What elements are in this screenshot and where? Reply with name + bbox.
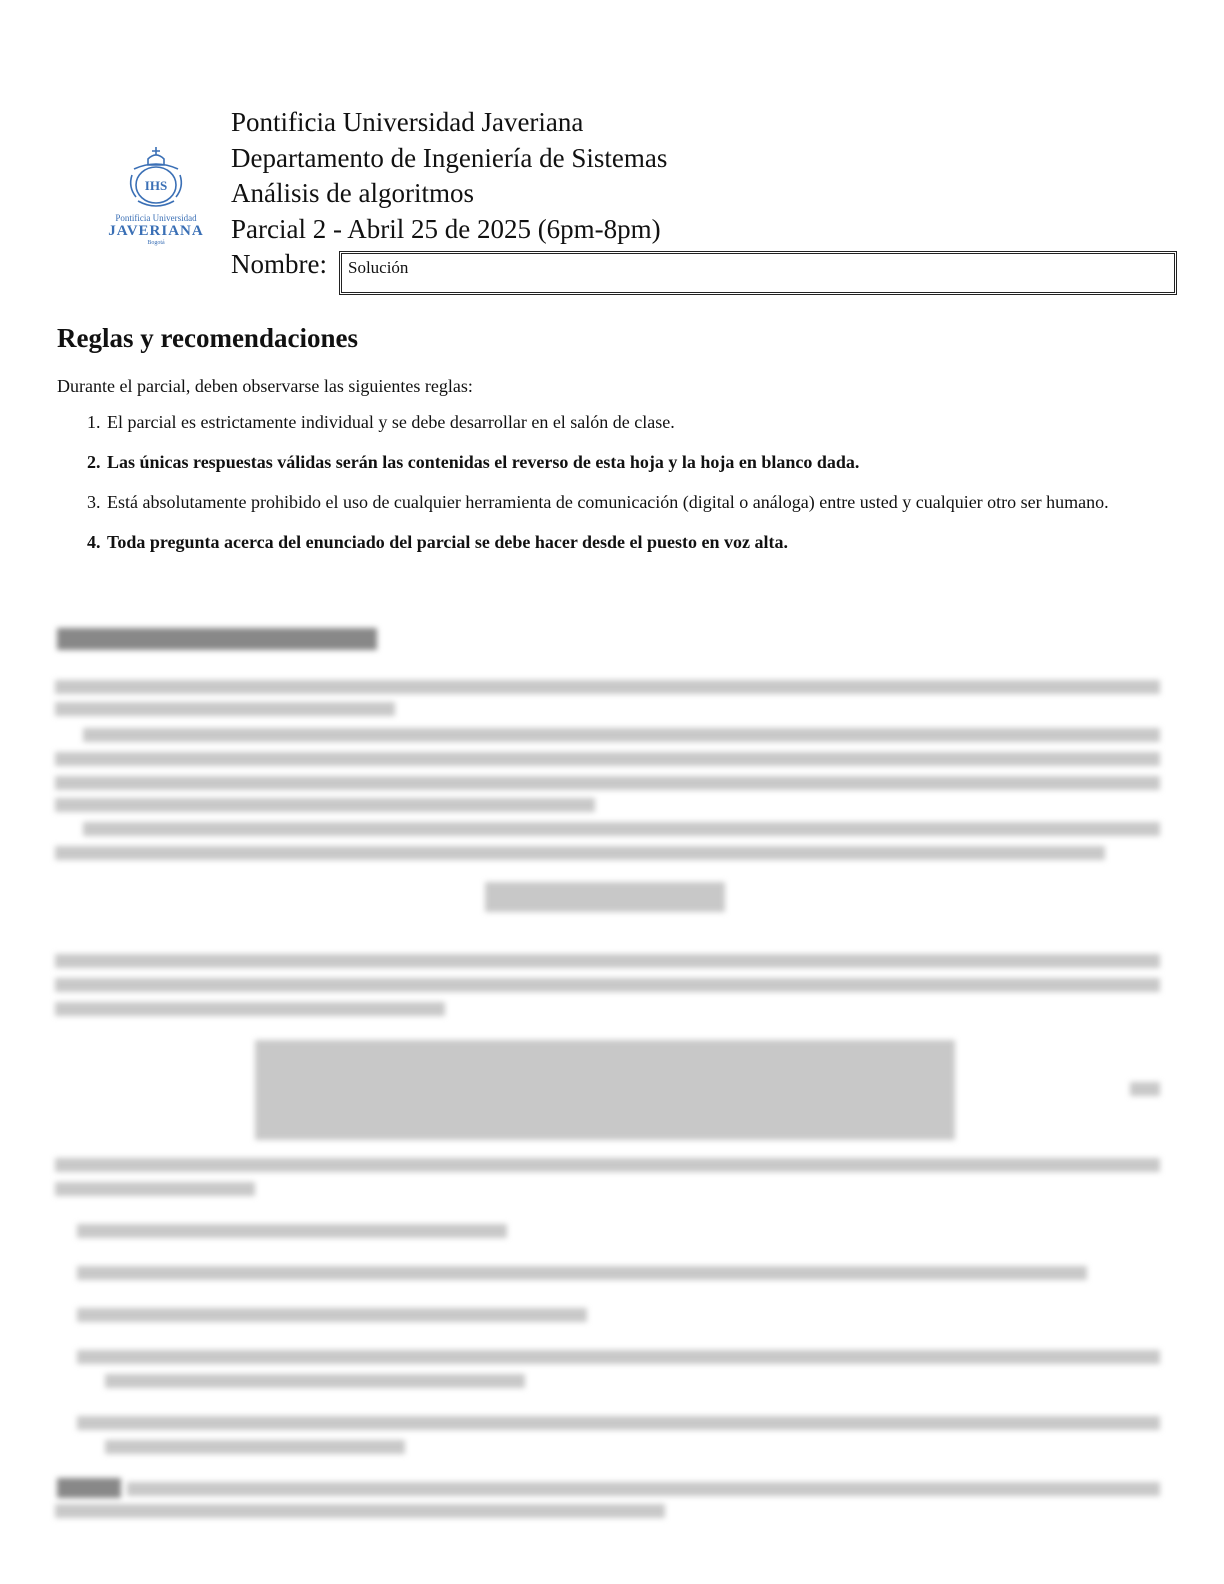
obscured-list-item: [105, 1440, 405, 1454]
logo-text-line-2: JAVERIANA: [108, 223, 204, 239]
obscured-line: [127, 1482, 1160, 1496]
obscured-equation: [255, 1040, 955, 1140]
obscured-line: [55, 776, 1160, 790]
rules-intro: Durante el parcial, deben observarse las siguientes reglas:: [57, 376, 473, 396]
rules-list: [57, 410, 1210, 570]
obscured-line: [55, 978, 1160, 992]
obscured-heading: [57, 628, 377, 650]
obscured-line: [55, 1158, 1160, 1172]
rule-item: 1. El parcial es estrictamente individual y se debe desarrollar en el salón de clase.: [105, 410, 1210, 434]
rules-heading: Reglas y recomendaciones: [57, 323, 358, 353]
obscured-content-region: [55, 620, 1160, 1520]
obscured-list-item: [77, 1266, 1087, 1280]
obscured-line: [83, 822, 1160, 836]
coat-of-arms-icon: [126, 145, 186, 211]
obscured-list-item: [77, 1416, 1160, 1430]
obscured-line: [55, 846, 1105, 860]
obscured-list-item: [77, 1350, 1160, 1364]
obscured-list-item: [77, 1308, 587, 1322]
obscured-line: [55, 954, 1160, 968]
obscured-list-item: [77, 1224, 507, 1238]
obscured-line: [55, 1504, 665, 1518]
logo-text-line-1: Pontificia Universidad: [115, 213, 197, 223]
obscured-line: [55, 702, 395, 716]
obscured-line: [55, 752, 1160, 766]
obscured-line: [55, 1182, 255, 1196]
university-name: Pontificia Universidad Javeriana: [231, 107, 584, 137]
obscured-line: [55, 798, 595, 812]
course-name: Análisis de algoritmos: [231, 178, 474, 208]
logo-monogram: IHS: [144, 178, 168, 193]
name-field[interactable]: Solución: [339, 251, 1177, 295]
logo-text-line-3: Bogotá: [147, 240, 165, 246]
obscured-note-label: [57, 1478, 121, 1498]
obscured-equation: [485, 882, 725, 912]
rule-item: 3. Está absolutamente prohibido el uso de cualquier herramienta de comunicación (digital o análoga) entre usted y cualquier otro ser humano.: [105, 490, 1210, 514]
department-name: Departamento de Ingeniería de Sistemas: [231, 142, 668, 173]
rule-item: 2. Las únicas respuestas válidas serán las contenidas el reverso de esta hoja y la hoja en blanco dada.: [105, 450, 1210, 474]
obscured-line: [55, 1002, 445, 1016]
obscured-line: [55, 680, 1160, 694]
name-row: [231, 247, 1177, 295]
university-logo: [106, 145, 206, 246]
obscured-list-item: [105, 1374, 525, 1388]
obscured-equation-number: [1130, 1082, 1160, 1096]
name-label: Nombre:: [231, 249, 327, 279]
exam-title: Parcial 2 - Abril 25 de 2025 (6pm-8pm): [231, 213, 661, 244]
obscured-line: [83, 728, 1160, 742]
rule-item: 4. Toda pregunta acerca del enunciado del parcial se debe hacer desde el puesto en voz alta.: [105, 530, 1210, 554]
